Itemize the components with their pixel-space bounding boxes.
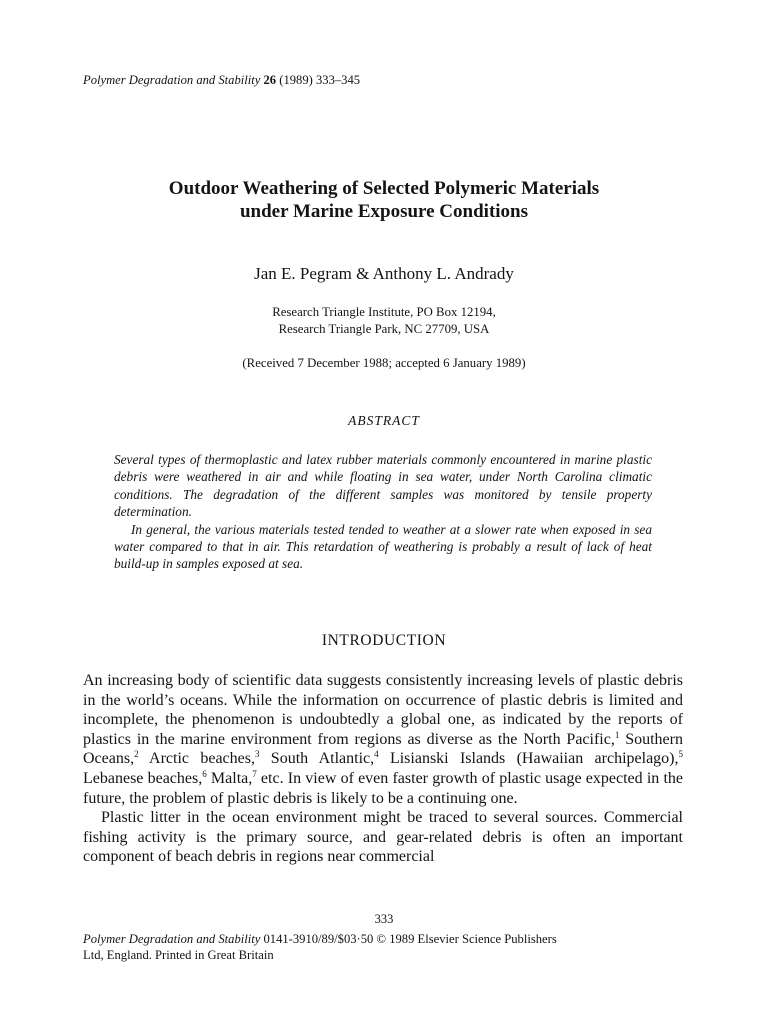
intro-text: South Atlantic, [259, 750, 375, 768]
affiliation [0, 304, 768, 338]
introduction-heading: INTRODUCTION [321, 632, 447, 649]
reference-marker: 1 [614, 729, 620, 740]
introduction-body [83, 671, 683, 867]
intro-text: Malta, [206, 769, 253, 787]
intro-text: An increasing body of scientific data suggests consistently increasing levels of plastic debris in the world’s oceans. While the information on occurrence of plastic debris is limited and incomplete, the phenomenon is undoubtedly a global one, as indicated by the reports of plastics in the marine environment from regions as diverse as the North Pacific, [83, 672, 683, 748]
journal-volume: 26 [263, 73, 277, 87]
reference-marker: 4 [374, 749, 379, 760]
footer-issn: 0141-3910/89/$03·50 © 1989 Elsevier Science Publishers [260, 932, 557, 946]
intro-text: Lisianski Islands (Hawaiian archipelago), [378, 750, 679, 768]
footer [83, 931, 688, 963]
journal-header [83, 73, 360, 88]
page-number: 333 [374, 912, 394, 926]
intro-text: Lebanese beaches, [83, 769, 203, 787]
introduction-paragraph-2: Plastic litter in the ocean environment might be traced to several sources. Commercial fishing activity is the primary source, and gear-related debris is often an important component of beach debris in regions near commercial [83, 809, 683, 866]
footer-journal: Polymer Degradation and Stability [83, 932, 261, 946]
paper-title [0, 177, 768, 223]
title-line-1: Outdoor Weathering of Selected Polymeric Materials [168, 178, 600, 199]
reference-marker: 5 [678, 749, 683, 760]
intro-text: Southern Oceans, [83, 730, 683, 768]
reference-marker: 3 [254, 749, 260, 760]
journal-name: Polymer Degradation and Stability [83, 73, 261, 87]
journal-year-pages: (1989) 333–345 [279, 73, 361, 87]
footer-line-2: Ltd, England. Printed in Great Britain [83, 948, 274, 962]
authors: Jan E. Pegram & Anthony L. Andrady [254, 264, 514, 283]
reference-marker: 6 [202, 768, 207, 779]
introduction-paragraph-1 [83, 671, 683, 808]
affiliation-line-2: Research Triangle Park, NC 27709, USA [278, 322, 490, 336]
title-line-2: under Marine Exposure Conditions [239, 201, 529, 222]
abstract-paragraph-1: Several types of thermoplastic and latex rubber materials commonly encountered in marine plastic debris were weathered in air and while floating in sea water, under North Carolina climatic conditions. The degradation of the different samples was monitored by tensile property determination. [114, 452, 652, 520]
reference-marker: 2 [134, 749, 139, 760]
abstract-paragraph-2: In general, the various materials tested tended to weather at a slower rate when exposed in sea water compared to that in air. This retardation of weathering is probably a result of lack of heat build-up in samples exposed at sea. [114, 521, 652, 572]
footer-line-1 [83, 931, 688, 947]
intro-text: Arctic beaches, [138, 750, 255, 768]
intro-text: etc. In view of even faster growth of plastic usage expected in the future, the problem of plastic debris is likely to be a continuing one. [83, 769, 683, 807]
received-dates: (Received 7 December 1988; accepted 6 January 1989) [242, 356, 526, 370]
abstract-heading: ABSTRACT [348, 413, 420, 428]
abstract [114, 451, 652, 573]
reference-marker: 7 [252, 768, 257, 779]
affiliation-line-1: Research Triangle Institute, PO Box 12194, [272, 305, 496, 319]
